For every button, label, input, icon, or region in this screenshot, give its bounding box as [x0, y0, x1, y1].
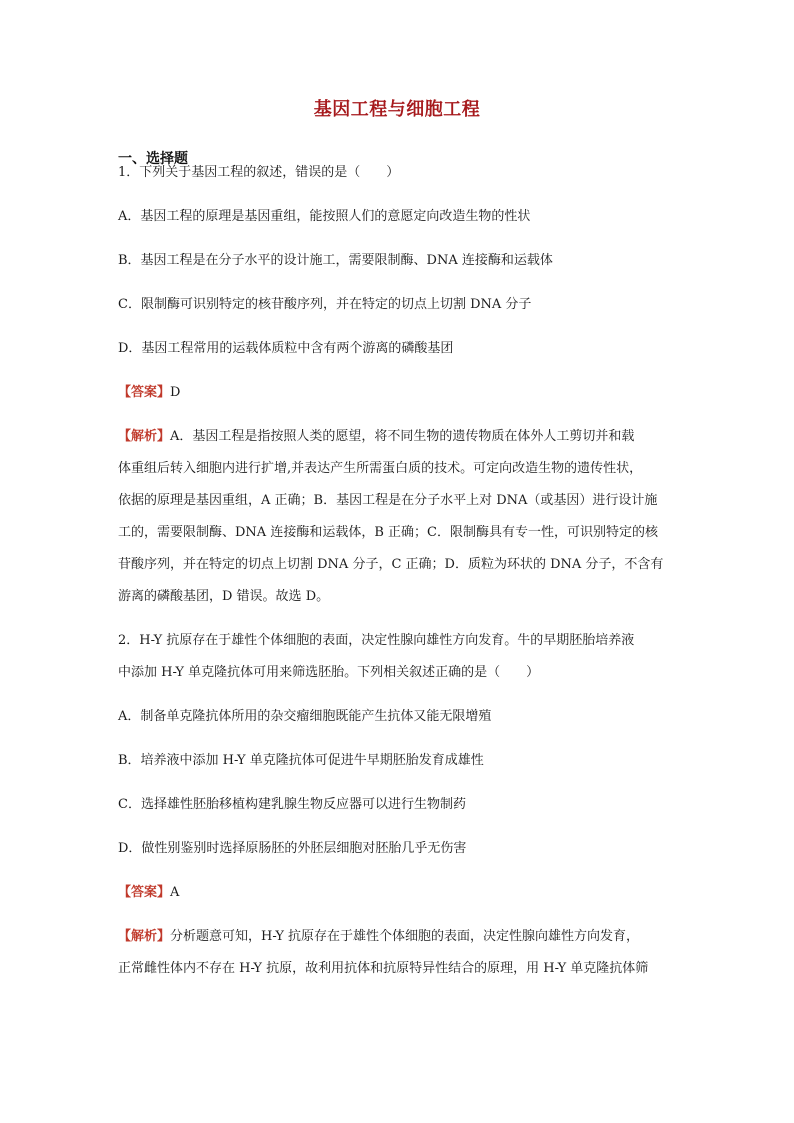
q2-option-b: B．培养液中添加 H-Y 单克隆抗体可促进牛早期胚胎发育成雄性: [118, 753, 484, 768]
q1-option-c: C．限制酶可识别特定的核苷酸序列，并在特定的切点上切割 DNA 分子: [118, 297, 532, 312]
q1-option-a: A．基因工程的原理是基因重组，能按照人们的意愿定向改造生物的性状: [118, 209, 531, 224]
q2-option-c: C．选择雄性胚胎移植构建乳腺生物反应器可以进行生物制药: [118, 797, 466, 812]
answer-label: 【答案】: [118, 385, 171, 400]
q1-answer: [118, 383, 678, 403]
q1-option-d: D．基因工程常用的运载体质粒中含有两个游离的磷酸基团: [118, 341, 454, 356]
q1-analysis-line: 工的，需要限制酶、DNA 连接酶和运载体，B 正确；C．限制酶具有专一性，可识别特定的核: [118, 525, 658, 540]
q2-analysis-line: 正常雌性体内不存在 H-Y 抗原，故利用抗体和抗原特异性结合的原理，用 H-Y 单克隆抗体筛: [118, 961, 649, 976]
q2-option-a: A．制备单克隆抗体所用的杂交瘤细胞既能产生抗体又能无限增殖: [118, 709, 492, 724]
q1-analysis-line: [118, 427, 678, 447]
q1-stem: 1．下列关于基因工程的叙述，错误的是（ ）: [118, 165, 400, 180]
q2-stem-line: 2．H-Y 抗原存在于雄性个体细胞的表面，决定性腺向雄性方向发育。牛的早期胚胎培养液: [118, 633, 635, 648]
analysis-label: 【解析】: [118, 429, 171, 444]
q2-option-d: D．做性别鉴别时选择原肠胚的外胚层细胞对胚胎几乎无伤害: [118, 841, 467, 856]
q1-analysis-line: 体重组后转入细胞内进行扩增,并表达产生所需蛋白质的技术。可定向改造生物的遗传性状，: [118, 461, 643, 476]
q2-analysis-text: 分析题意可知，H-Y 抗原存在于雄性个体细胞的表面，决定性腺向雄性方向发育，: [170, 929, 640, 944]
q2-stem-line: 中添加 H-Y 单克隆抗体可用来筛选胚胎。下列相关叙述正确的是（ ）: [118, 665, 540, 680]
answer-label: 【答案】: [118, 885, 171, 900]
q2-answer-value: A: [170, 885, 180, 900]
q1-analysis-line: 依据的原理是基因重组，A 正确；B．基因工程是在分子水平上对 DNA（或基因）进行设计施: [118, 493, 658, 508]
q2-answer: [118, 883, 678, 903]
q1-analysis-line: 苷酸序列，并在特定的切点上切割 DNA 分子，C 正确；D．质粒为环状的 DNA 分子，不含有: [118, 557, 664, 572]
q1-answer-value: D: [170, 385, 181, 400]
q2-analysis-line: [118, 927, 678, 947]
section-heading: 一、选择题: [118, 151, 188, 167]
q1-analysis-text: A．基因工程是指按照人类的愿望，将不同生物的遗传物质在体外人工剪切并和载: [170, 429, 635, 444]
q1-option-b: B．基因工程是在分子水平的设计施工，需要限制酶、DNA 连接酶和运载体: [118, 253, 553, 268]
document-title: 基因工程与细胞工程: [313, 99, 481, 120]
analysis-label: 【解析】: [118, 929, 171, 944]
q1-analysis-line: 游离的磷酸基团，D 错误。故选 D。: [118, 589, 330, 604]
